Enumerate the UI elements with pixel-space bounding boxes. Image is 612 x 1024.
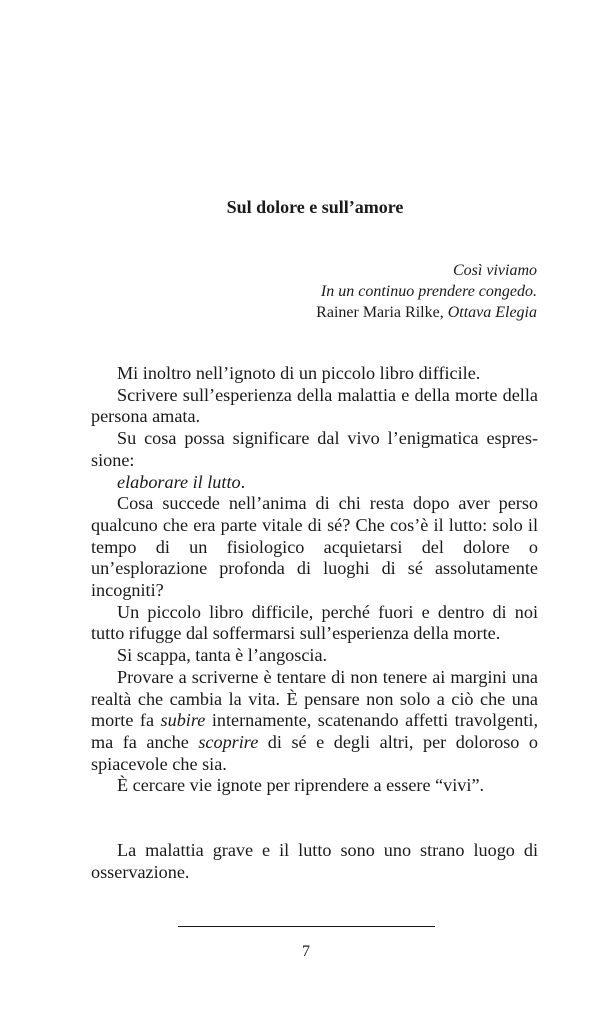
paragraph-8 — [91, 667, 538, 776]
paragraph-5: Cosa succede nell’anima di chi resta dopo aver perso qualcuno che era parte vitale di sé? Che cos’è il lutto: solo il tempo di un fisiologico acquietarsi del dolore o un’esplorazione profonda di luoghi di sé assolutamente incogniti? — [91, 493, 538, 601]
paragraph-8-italic-subire: subire — [160, 710, 206, 731]
epigraph — [316, 260, 537, 323]
paragraph-8-part-a: Provare a scriverne è tentare di non tenere ai margini una realtà che cambia la vita. È pensare non solo a ciò che una morte fa — [91, 666, 538, 731]
epigraph-line-1: Così viviamo — [453, 262, 537, 279]
paragraph-9: È cercare vie ignote per riprendere a essere “vivi”. — [117, 775, 485, 796]
epigraph-author: Rainer Maria Rilke, — [316, 304, 448, 321]
paragraph-6: Un piccolo libro difficile, perché fuori e dentro di noi tutto rifugge dal soffermarsi sull’esperienza della morte. — [91, 601, 538, 644]
footer-rule — [178, 926, 435, 927]
paragraph-4 — [91, 472, 538, 494]
epigraph-attribution — [316, 302, 537, 323]
page-number: 7 — [302, 943, 310, 960]
body-text — [91, 363, 538, 883]
paragraph-7: Si scappa, tanta è l’angoscia. — [117, 645, 328, 666]
paragraph-2: Scrivere sull’esperienza della malattia e della morte della persona amata. — [91, 384, 538, 427]
paragraph-10: La malattia grave e il lutto sono uno strano luogo di osservazione. — [91, 840, 538, 882]
epigraph-line-2: In un continuo prendere congedo. — [320, 283, 537, 300]
paragraph-8-part-b: internamente, scatenando affetti travolgenti, ma fa anche — [91, 710, 538, 752]
paragraph-8-italic-scoprire: scoprire — [198, 731, 259, 752]
paragraph-4-end: . — [240, 471, 246, 492]
paragraph-3: Su cosa possa significare dal vivo l’enigmatica espressione: — [91, 428, 538, 470]
epigraph-work: Ottava Elegia — [447, 304, 537, 321]
paragraph-1: Mi inoltro nell’ignoto di un piccolo libro difficile. — [117, 363, 481, 383]
paragraph-4-italic: elaborare il lutto — [117, 471, 241, 492]
chapter-title: Sul dolore e sull’amore — [226, 197, 404, 217]
paragraph-8-part-c: di sé e degli altri, per doloroso o spiacevole che sia. — [91, 731, 538, 774]
